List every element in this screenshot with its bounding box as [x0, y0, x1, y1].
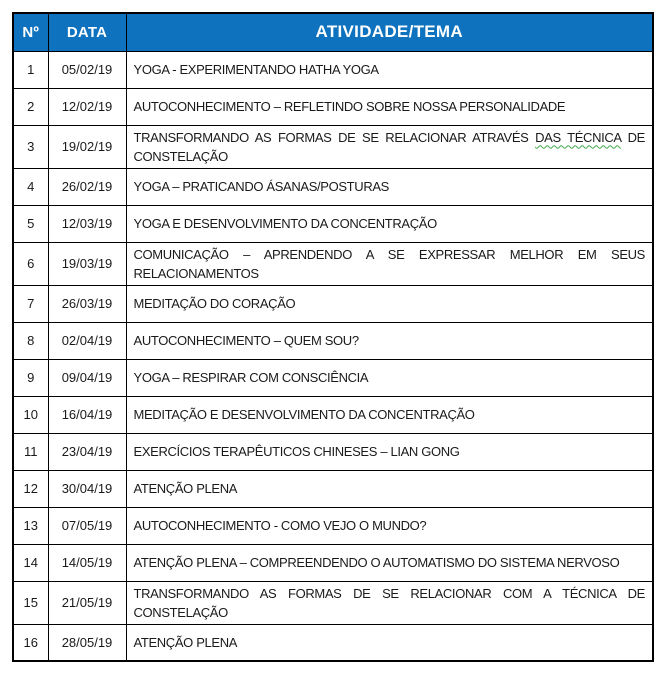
activity-line-1	[134, 128, 646, 147]
table-row	[13, 242, 653, 285]
row-activity-cell: AUTOCONHECIMENTO – REFLETINDO SOBRE NOSSA PERSONALIDADE	[126, 88, 653, 125]
row-number-cell: 7	[13, 285, 48, 322]
row-date-cell: 02/04/19	[48, 322, 126, 359]
row-activity-cell	[126, 242, 653, 285]
row-activity-cell: MEDITAÇÃO DO CORAÇÃO	[126, 285, 653, 322]
row-number-cell: 11	[13, 433, 48, 470]
activity-line-1: TRANSFORMANDO AS FORMAS DE SE RELACIONAR COM A TÉCNICA DE	[133, 585, 645, 601]
table-row	[13, 396, 653, 433]
row-activity-cell: ATENÇÃO PLENA	[126, 624, 653, 661]
schedule-table	[12, 12, 654, 662]
row-activity-cell	[126, 125, 653, 168]
row-date-cell: 19/03/19	[48, 242, 126, 285]
row-date-cell: 26/02/19	[48, 168, 126, 205]
row-activity-cell	[126, 581, 653, 624]
row-activity-cell: AUTOCONHECIMENTO - COMO VEJO O MUNDO?	[126, 507, 653, 544]
row-number-cell: 9	[13, 359, 48, 396]
table-row	[13, 168, 653, 205]
row-date-cell: 28/05/19	[48, 624, 126, 661]
table-row	[13, 359, 653, 396]
table-row	[13, 322, 653, 359]
table-header-row	[13, 13, 653, 51]
table-row	[13, 51, 653, 88]
activity-line-1: COMUNICAÇÃO – APRENDENDO A SE EXPRESSAR MELHOR EM SEUS	[133, 246, 645, 262]
row-activity-cell: ATENÇÃO PLENA	[126, 470, 653, 507]
row-activity-cell: YOGA E DESENVOLVIMENTO DA CONCENTRAÇÃO	[126, 205, 653, 242]
row-number-cell: 15	[13, 581, 48, 624]
row-date-cell: 21/05/19	[48, 581, 126, 624]
table-row	[13, 125, 653, 168]
row-date-cell: 12/02/19	[48, 88, 126, 125]
row-date-cell: 19/02/19	[48, 125, 126, 168]
table-row	[13, 433, 653, 470]
row-activity-cell: MEDITAÇÃO E DESENVOLVIMENTO DA CONCENTRAÇÃO	[126, 396, 653, 433]
row-activity-cell: YOGA – RESPIRAR COM CONSCIÊNCIA	[126, 359, 653, 396]
table-row	[13, 285, 653, 322]
row-number-cell: 16	[13, 624, 48, 661]
row-number-cell: 14	[13, 544, 48, 581]
row-date-cell: 07/05/19	[48, 507, 126, 544]
activity-line-2: RELACIONAMENTOS	[133, 265, 259, 281]
row-number-cell: 10	[13, 396, 48, 433]
table-row	[13, 88, 653, 125]
table-row	[13, 470, 653, 507]
row-activity-cell: EXERCÍCIOS TERAPÊUTICOS CHINESES – LIAN GONG	[126, 433, 653, 470]
row-date-cell: 09/04/19	[48, 359, 126, 396]
row-date-cell: 30/04/19	[48, 470, 126, 507]
table-row	[13, 205, 653, 242]
row-number-cell: 4	[13, 168, 48, 205]
row-date-cell: 23/04/19	[48, 433, 126, 470]
row-activity-cell: YOGA - EXPERIMENTANDO HATHA YOGA	[126, 51, 653, 88]
spellcheck-flagged-text: DAS TÉCNICA	[535, 129, 622, 145]
table-row	[13, 624, 653, 661]
row-date-cell: 16/04/19	[48, 396, 126, 433]
activity-text: DE	[621, 129, 645, 145]
column-header-num: Nº	[13, 13, 48, 51]
table-row	[13, 544, 653, 581]
activity-line-2: CONSTELAÇÃO	[133, 604, 228, 620]
activity-line-2: CONSTELAÇÃO	[133, 148, 228, 164]
row-number-cell: 8	[13, 322, 48, 359]
row-activity-cell: ATENÇÃO PLENA – COMPREENDENDO O AUTOMATISMO DO SISTEMA NERVOSO	[126, 544, 653, 581]
row-number-cell: 3	[13, 125, 48, 168]
activity-text: TRANSFORMANDO AS FORMAS DE SE RELACIONAR ATRAVÉS	[133, 129, 536, 145]
column-header-date: DATA	[48, 13, 126, 51]
row-number-cell: 6	[13, 242, 48, 285]
column-header-activity: ATIVIDADE/TEMA	[126, 13, 653, 51]
row-date-cell: 12/03/19	[48, 205, 126, 242]
table-row	[13, 581, 653, 624]
row-activity-cell: YOGA – PRATICANDO ÁSANAS/POSTURAS	[126, 168, 653, 205]
row-number-cell: 12	[13, 470, 48, 507]
row-number-cell: 13	[13, 507, 48, 544]
row-date-cell: 26/03/19	[48, 285, 126, 322]
row-date-cell: 14/05/19	[48, 544, 126, 581]
row-activity-cell: AUTOCONHECIMENTO – QUEM SOU?	[126, 322, 653, 359]
table-row	[13, 507, 653, 544]
row-date-cell: 05/02/19	[48, 51, 126, 88]
row-number-cell: 5	[13, 205, 48, 242]
row-number-cell: 1	[13, 51, 48, 88]
row-number-cell: 2	[13, 88, 48, 125]
